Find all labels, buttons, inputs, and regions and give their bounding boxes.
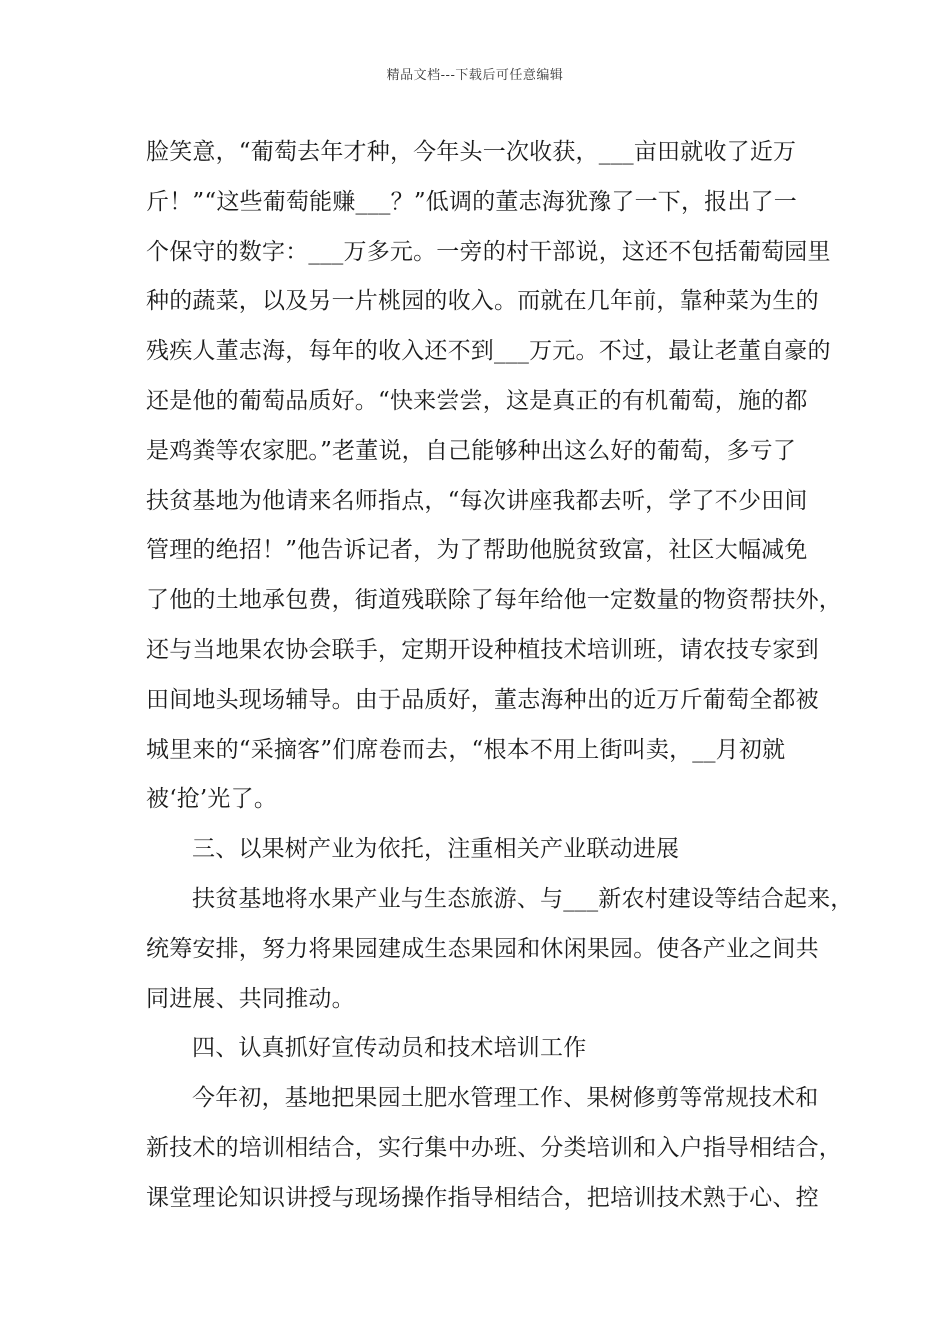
document-body [146, 128, 854, 1224]
text-line: 扶贫基地将水果产业与生态旅游、与___新农村建设等结合起来， [192, 885, 854, 912]
text-line: 残疾人董志海，每年的收入还不到___万元。不过，最让老董自豪的 [146, 338, 831, 365]
text-line: 城里来的“采摘客”们席卷而去，“根本不用上街叫卖，__月初就 [146, 736, 786, 763]
section-heading-3: 三、以果树产业为依托，注重相关产业联动进展 [192, 836, 680, 863]
section-heading-4: 四、认真抓好宣传动员和技术培训工作 [192, 1035, 587, 1062]
text-line: 还是他的葡萄品质好。“快来尝尝，这是真正的有机葡萄，施的都 [146, 387, 808, 414]
text-line: 扶贫基地为他请来名师指点，“每次讲座我都去听，学了不少田间 [146, 487, 808, 514]
text-line: 斤！”“这些葡萄能赚___？”低调的董志海犹豫了一下，报出了一 [146, 188, 797, 215]
text-line: 是鸡粪等农家肥。”老董说，自己能够种出这么好的葡萄，多亏了 [146, 437, 797, 464]
text-line: 脸笑意，“葡萄去年才种，今年头一次收获，___亩田就收了近万 [146, 139, 797, 165]
text-line: 今年初，基地把果园土肥水管理工作、果树修剪等常规技术和 [192, 1085, 819, 1112]
page-header: 精品文档---下载后可任意编辑 [386, 68, 564, 83]
text-line: 被‘抢’光了。 [146, 786, 278, 813]
text-line: 个保守的数字：___万多元。一旁的村干部说，这还不包括葡萄园里 [146, 238, 831, 265]
text-line: 新技术的培训相结合，实行集中办班、分类培训和入户指导相结合， [146, 1134, 842, 1161]
text-line: 了他的土地承包费，街道残联除了每年给他一定数量的物资帮扶外， [146, 587, 842, 614]
text-line: 课堂理论知识讲授与现场操作指导相结合，把培训技术熟于心、控 [146, 1184, 819, 1211]
text-line: 田间地头现场辅导。由于品质好，董志海种出的近万斤葡萄全都被 [146, 686, 819, 713]
text-line: 种的蔬菜，以及另一片桃园的收入。而就在几年前，靠种菜为生的 [146, 288, 819, 315]
text-line: 还与当地果农协会联手，定期开设种植技术培训班，请农技专家到 [146, 636, 819, 663]
text-line: 同进展、共同推动。 [146, 985, 355, 1012]
text-line: 统筹安排，努力将果园建成生态果园和休闲果园。使各产业之间共 [146, 935, 819, 962]
text-line: 管理的绝招！”他告诉记者，为了帮助他脱贫致富，社区大幅减免 [146, 537, 808, 564]
